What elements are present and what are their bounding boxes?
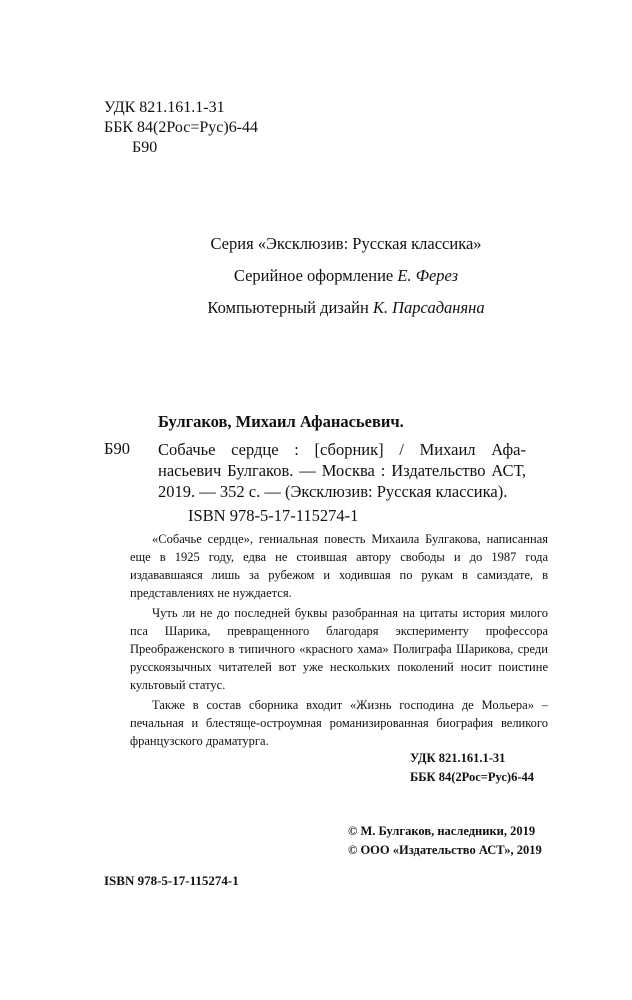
copyright-block <box>334 822 542 860</box>
annotation-paragraph-1: «Собачье сердце», гениальная повесть Михаила Булгакова, написанная еще в 1925 году, едва не стоившая автору свободы и до 1987 года издававшаяся лишь за рубежом и ходившая по рукам в самиздате, в представлениях не нуждается. <box>130 532 548 600</box>
catalog-line-2: насьевич Булгаков. — Москва : Издательство АСТ, <box>158 461 526 480</box>
computer-design-label: Компьютерный дизайн <box>207 298 373 317</box>
computer-design <box>0 292 632 324</box>
copyright-publisher: © ООО «Издательство АСТ», 2019 <box>348 843 542 857</box>
catalog-isbn: ISBN 978-5-17-115274-1 <box>188 506 359 525</box>
annotation-paragraph-2: Чуть ли не до последней буквы разобранная на цитаты история милого пса Шарика, превращенного благодаря эксперименту профессора Преображенского в типичного «красного хама» Полиграфа Шарикова, среди русскоязычных читателей вот уже нескольких поколений носит поистине культовый статус. <box>130 606 548 692</box>
bottom-udk: УДК 821.161.1-31 <box>410 751 506 765</box>
annotation-paragraph-3: Также в состав сборника входит «Жизнь господина де Мольера» – печальная и блестяще-остроумная романизированная биография великого французского драматурга. <box>130 698 548 748</box>
annotation <box>130 530 548 752</box>
bbk-code: ББК 84(2Рос=Рус)6-44 <box>104 119 259 136</box>
series-design-name: Е. Ферез <box>397 266 459 285</box>
catalog-description <box>158 439 526 502</box>
catalog-code: Б90 <box>104 439 130 458</box>
udk-code: УДК 821.161.1-31 <box>104 99 225 116</box>
catalog-author: Булгаков, Михаил Афанасьевич. <box>158 412 404 431</box>
classification-block <box>104 98 258 158</box>
series-design <box>0 260 632 292</box>
series-block <box>0 228 632 324</box>
computer-design-name: К. Парсаданяна <box>372 298 485 317</box>
copyright-author: © М. Булгаков, наследники, 2019 <box>348 824 536 838</box>
catalog-line-3: 2019. — 352 с. — (Эксклюзив: Русская классика). <box>158 482 508 501</box>
catalog-line-1: Собачье сердце : [сборник] / Михаил Афа- <box>158 440 526 459</box>
bottom-bbk: ББК 84(2Рос=Рус)6-44 <box>410 770 534 784</box>
series-name: Серия «Эксклюзив: Русская классика» <box>210 234 482 253</box>
bottom-classification <box>410 749 534 787</box>
footer-isbn: ISBN 978-5-17-115274-1 <box>104 873 239 888</box>
author-code: Б90 <box>132 139 158 156</box>
series-design-label: Серийное оформление <box>233 266 398 285</box>
